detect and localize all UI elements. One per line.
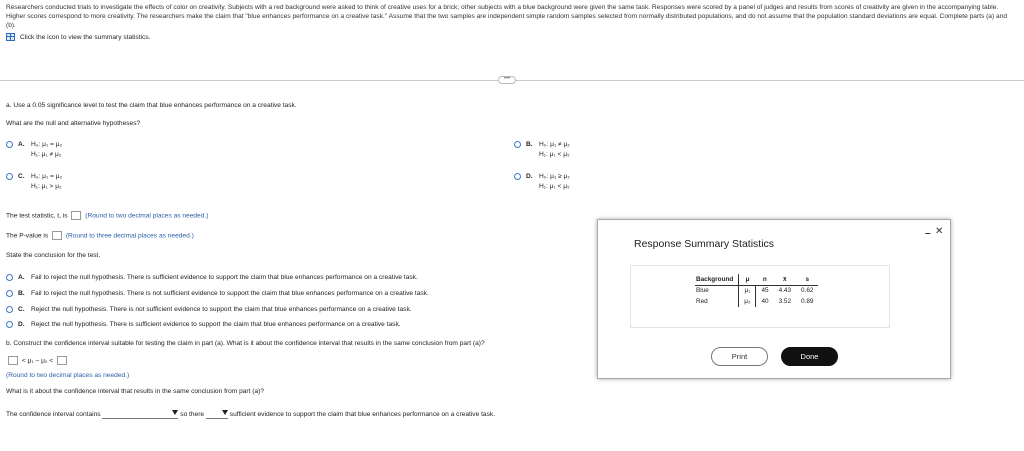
ci-hint: (Round to two decimal places as needed.) xyxy=(6,372,130,379)
table-cell: 40 xyxy=(761,298,769,305)
option-letter: D. xyxy=(18,321,25,328)
sentence-mid: so there xyxy=(180,410,205,418)
evidence-dropdown[interactable] xyxy=(206,409,228,419)
null-hypothesis: H₀: μ₁ = μ₂ xyxy=(31,173,63,180)
radio-button[interactable] xyxy=(6,306,13,313)
option-text: Reject the null hypothesis. There is sufficient evidence to support the claim that blue enhances performance on a creative task. xyxy=(31,321,401,328)
alternative-hypothesis: H₁: μ₁ < μ₂ xyxy=(539,151,570,158)
part-b-prompt: b. Construct the confidence interval suitable for testing the claim in part (a). What is it about the confidence interval that results in the same conclusion from part (a)? xyxy=(6,340,485,347)
expand-button[interactable]: ••• xyxy=(498,76,516,84)
stats-table-container xyxy=(630,265,890,328)
summary-stats-table xyxy=(695,274,818,307)
sentence-start: The confidence interval contains xyxy=(6,410,101,418)
table-cell: Red xyxy=(695,296,739,307)
option-letter: C. xyxy=(18,173,25,180)
hypotheses-question: What are the null and alternative hypotheses? xyxy=(6,120,141,127)
table-icon[interactable] xyxy=(6,33,15,41)
summary-stats-link-text: Click the icon to view the summary statistics. xyxy=(20,33,151,41)
table-cell: 0.62 xyxy=(801,287,814,295)
radio-button[interactable] xyxy=(514,173,521,180)
table-header-row xyxy=(695,274,818,285)
problem-statement: Researchers conducted trials to investigate the effects of color on creativity. Subjects with a red background were asked to think of creative uses for a brick; other subjects with a blue background were given the same task. Responses were scored by a panel of judges and results from scores of creativity are given in the accompanying table. Higher scores correspond to more creativity. The researchers make the claim that "blue enhances performance on a creative task." Assume that the two samples are independent simple random samples selected from normally distributed populations, and do not assume that the population standard deviations are equal. Complete parts (a) and (b). xyxy=(6,4,1007,30)
option-text: Reject the null hypothesis. There is not sufficient evidence to support the claim that blue enhances performance on a creative task. xyxy=(31,306,412,313)
table-cell: 45 xyxy=(761,287,769,295)
pvalue-input[interactable] xyxy=(52,231,62,240)
pvalue-hint: (Round to three decimal places as needed.) xyxy=(65,232,194,240)
pvalue-label: The P-value is xyxy=(6,232,49,240)
test-statistic-row xyxy=(6,211,208,220)
radio-button[interactable] xyxy=(6,173,13,180)
table-row xyxy=(695,285,818,296)
sentence-end: sufficient evidence to support the claim that blue enhances performance on a creative task. xyxy=(229,410,496,418)
dialog-title: Response Summary Statistics xyxy=(634,238,775,250)
null-hypothesis: H₀: μ₁ ≥ μ₂ xyxy=(539,173,570,180)
radio-button[interactable] xyxy=(514,141,521,148)
radio-button[interactable] xyxy=(6,141,13,148)
table-row xyxy=(695,296,818,307)
part-a-prompt: a. Use a 0.05 significance level to test the claim that blue enhances performance on a creative task. xyxy=(6,102,297,109)
option-letter: C. xyxy=(18,306,25,313)
ci-sentence xyxy=(6,409,495,419)
test-statistic-label: The test statistic, t, is xyxy=(6,212,68,220)
null-hypothesis: H₀: μ₁ ≠ μ₂ xyxy=(539,141,570,148)
column-header: Background xyxy=(695,274,739,285)
dropdown-arrow-icon xyxy=(172,410,178,415)
alternative-hypothesis: H₁: μ₁ > μ₂ xyxy=(31,183,62,190)
confidence-interval-row xyxy=(6,356,69,365)
ci-upper-input[interactable] xyxy=(57,356,67,365)
option-letter: A. xyxy=(18,274,25,281)
print-button[interactable]: Print xyxy=(711,347,768,366)
table-cell: μ₂ xyxy=(739,296,756,307)
dropdown-arrow-icon xyxy=(222,410,228,415)
option-letter: B. xyxy=(18,290,25,297)
minimize-icon[interactable]: – xyxy=(925,228,931,239)
ci-lower-input[interactable] xyxy=(8,356,18,365)
close-icon[interactable]: ✕ xyxy=(935,226,944,237)
summary-stats-link[interactable] xyxy=(6,33,150,41)
option-letter: A. xyxy=(18,141,25,148)
ci-middle-text: < μ₁ − μ₂ < xyxy=(21,357,54,365)
ci-question: What is it about the confidence interval that results in the same conclusion from part (a)? xyxy=(6,388,265,395)
table-cell: 4.43 xyxy=(778,287,792,295)
option-letter: D. xyxy=(526,173,533,180)
table-cell: μ₁ xyxy=(739,285,756,296)
test-statistic-input[interactable] xyxy=(71,211,81,220)
column-header: s xyxy=(796,274,818,285)
radio-button[interactable] xyxy=(6,290,13,297)
column-header: x̄ xyxy=(774,274,796,285)
table-cell: 3.52 xyxy=(778,298,792,305)
table-cell: 0.89 xyxy=(801,298,814,305)
conclusion-label: State the conclusion for the test. xyxy=(6,252,101,259)
test-statistic-hint: (Round to two decimal places as needed.) xyxy=(85,212,209,220)
table-cell: Blue xyxy=(695,285,739,296)
column-header: n xyxy=(756,274,774,285)
option-text: Fail to reject the null hypothesis. There is not sufficient evidence to support the claim that blue enhances performance on a creative task. xyxy=(31,290,429,297)
ci-contains-dropdown[interactable] xyxy=(102,409,178,419)
alternative-hypothesis: H₁: μ₁ ≠ μ₂ xyxy=(31,151,62,158)
radio-button[interactable] xyxy=(6,274,13,281)
option-letter: B. xyxy=(526,141,533,148)
column-header: μ xyxy=(739,274,756,285)
summary-statistics-dialog xyxy=(597,219,951,379)
null-hypothesis: H₀: μ₁ = μ₂ xyxy=(31,141,63,148)
option-text: Fail to reject the null hypothesis. There is sufficient evidence to support the claim that blue enhances performance on a creative task. xyxy=(31,274,418,281)
alternative-hypothesis: H₁: μ₁ < μ₂ xyxy=(539,183,570,190)
pvalue-row xyxy=(6,231,194,240)
radio-button[interactable] xyxy=(6,321,13,328)
done-button[interactable]: Done xyxy=(781,347,838,366)
